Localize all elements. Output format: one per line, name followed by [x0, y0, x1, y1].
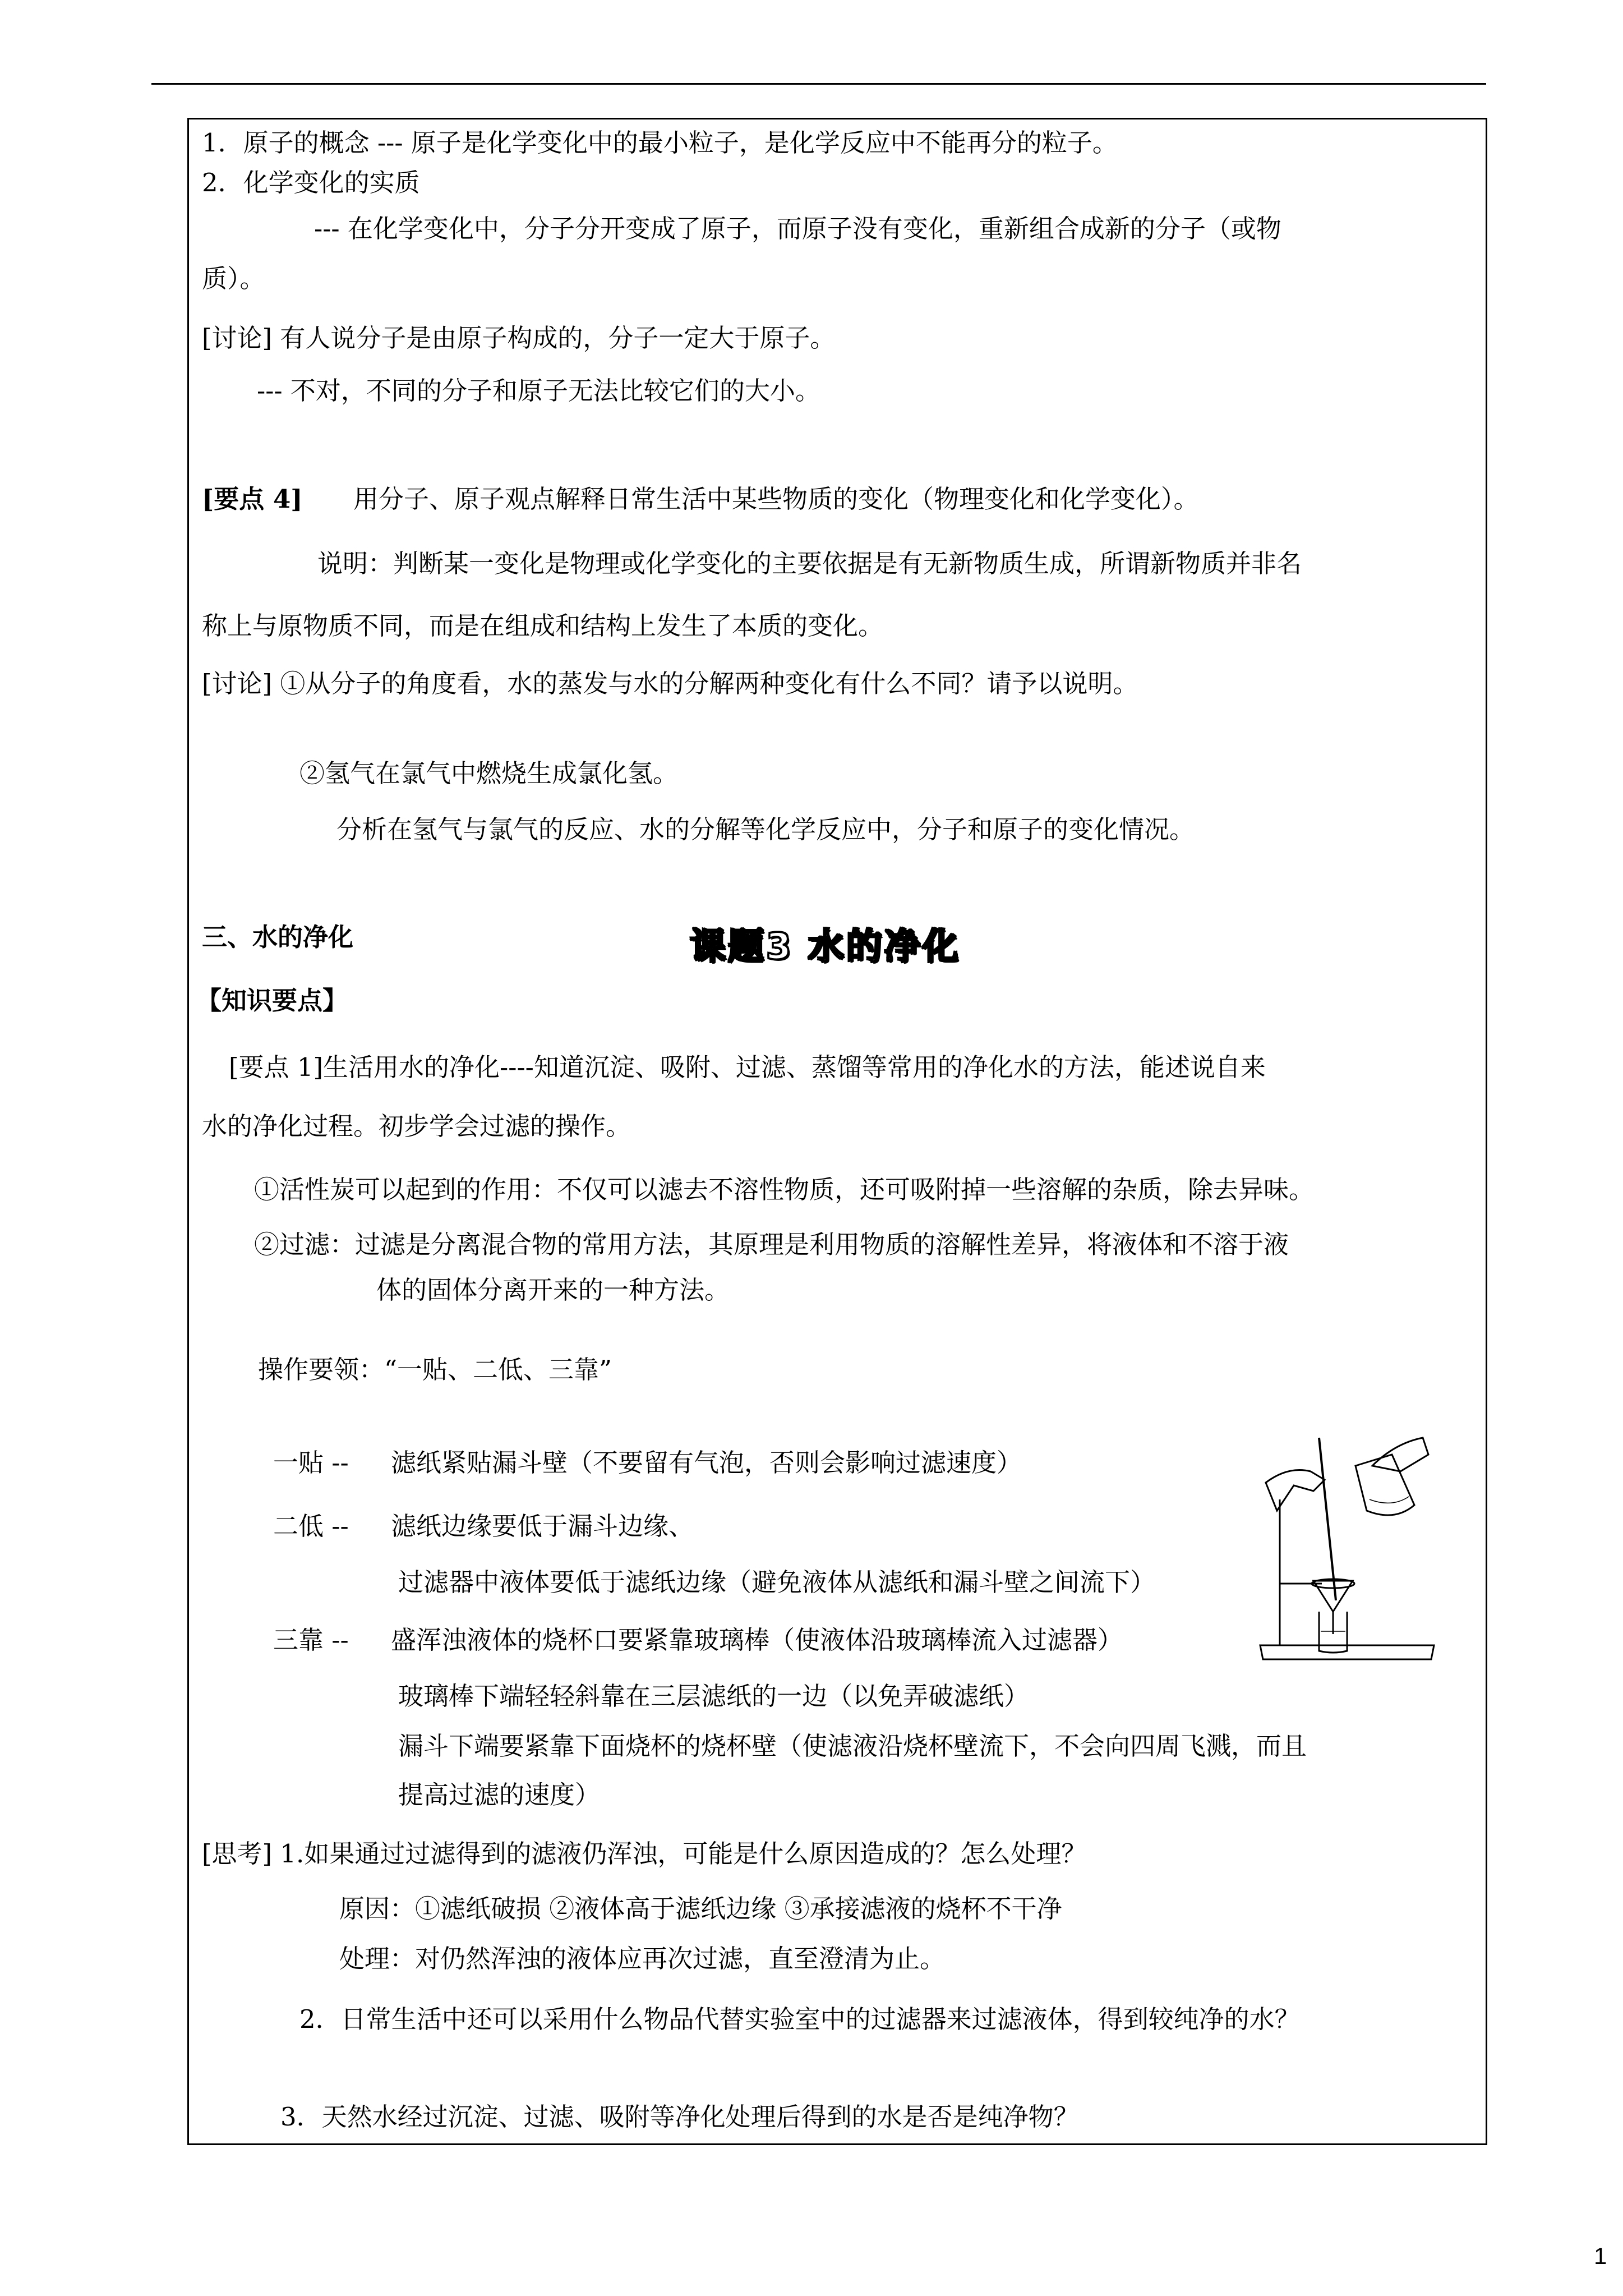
chemical-change-essence-text-cont: 质）。 [202, 264, 265, 293]
three-lean-text-3-cont: 提高过滤的速度） [398, 1780, 601, 1810]
key-point-4-text: 用分子、原子观点解释日常生活中某些物质的变化（物理变化和化学变化）。 [353, 484, 1199, 514]
knowledge-points-heading: 【知识要点】 [196, 986, 348, 1015]
one-stick-label: 一贴 -- [273, 1448, 349, 1478]
pouring-beaker [1355, 1455, 1414, 1515]
right-hand [1372, 1438, 1428, 1471]
left-hand [1266, 1470, 1325, 1511]
key-point-1-cont: 水的净化过程。初步学会过滤的操作。 [202, 1111, 631, 1141]
atom-concept: 1．原子的概念 --- 原子是化学变化中的最小粒子，是化学反应中不能再分的粒子。 [202, 128, 1118, 158]
discussion-2: [讨论] ①从分子的角度看，水的蒸发与水的分解两种变化有什么不同？请予以说明。 [202, 669, 1138, 698]
operation-essentials: 操作要领：“一贴、二低、三靠” [258, 1355, 612, 1384]
section-heading: 三、水的净化 [202, 922, 354, 952]
think-question-1: [思考] 1.如果通过过滤得到的滤液仍浑浊，可能是什么原因造成的？怎么处理？ [202, 1839, 1087, 1869]
filtration-apparatus-illustration [1255, 1432, 1440, 1676]
discussion-1-answer: --- 不对，不同的分子和原子无法比较它们的大小。 [257, 376, 820, 406]
three-lean-text-2: 玻璃棒下端轻轻斜靠在三层滤纸的一边（以免弄破滤纸） [398, 1681, 1030, 1711]
three-lean-label: 三靠 -- [273, 1625, 349, 1655]
think-question-3: 3．天然水经过沉淀、过滤、吸附等净化处理后得到的水是否是纯净物？ [280, 2102, 1079, 2132]
two-low-text-2: 过滤器中液体要低于滤纸边缘（避免液体从滤纸和漏斗壁之间流下） [398, 1567, 1156, 1597]
lesson-title: 课题3 水的净化 [690, 926, 961, 968]
header-rule [151, 83, 1486, 85]
funnel [1313, 1581, 1353, 1612]
three-lean-text-3: 漏斗下端要紧靠下面烧杯的烧杯壁（使滤液沿烧杯壁流下，不会向四周飞溅，而且 [398, 1731, 1307, 1761]
one-stick-text: 滤纸紧贴漏斗壁（不要留有气泡，否则会影响过滤速度） [391, 1448, 1022, 1478]
discussion-1: [讨论] 有人说分子是由原子构成的，分子一定大于原子。 [202, 323, 836, 353]
discussion-2-analysis: 分析在氢气与氯气的反应、水的分解等化学反应中，分子和原子的变化情况。 [336, 815, 1195, 844]
explanation-cont: 称上与原物质不同，而是在组成和结构上发生了本质的变化。 [202, 611, 884, 641]
key-point-1: [要点 1]生活用水的净化----知道沉淀、吸附、过滤、蒸馏等常用的净化水的方法，能述说自来 [229, 1052, 1266, 1082]
chemical-change-essence-heading: 2．化学变化的实质 [202, 168, 420, 197]
key-point-4-label: [要点 4] [202, 484, 303, 514]
filtration-definition: ②过滤：过滤是分离混合物的常用方法，其原理是利用物质的溶解性差异，将液体和不溶于液 [254, 1230, 1289, 1259]
glass-rod [1319, 1438, 1336, 1600]
filtration-definition-cont: 体的固体分离开来的一种方法。 [376, 1275, 730, 1305]
explanation: 说明：判断某一变化是物理或化学变化的主要依据是有无新物质生成，所谓新物质并非名 [317, 549, 1302, 578]
think-question-1-causes: 原因：①滤纸破损 ②液体高于滤纸边缘 ③承接滤液的烧杯不干净 [339, 1894, 1062, 1924]
discussion-2-item-2: ②氢气在氯气中燃烧生成氯化氢。 [299, 758, 679, 788]
two-low-text-1: 滤纸边缘要低于漏斗边缘、 [391, 1511, 694, 1541]
page-number: 1 [1594, 2243, 1607, 2269]
think-question-2: 2．日常生活中还可以采用什么物品代替实验室中的过滤器来过滤液体，得到较纯净的水？ [299, 2004, 1300, 2034]
activated-carbon: ①活性炭可以起到的作用：不仅可以滤去不溶性物质，还可吸附掉一些溶解的杂质，除去异味。 [254, 1175, 1315, 1204]
think-question-1-treatment: 处理：对仍然浑浊的液体应再次过滤，直至澄清为止。 [339, 1944, 946, 1973]
two-low-label: 二低 -- [273, 1511, 349, 1541]
chemical-change-essence-text: --- 在化学变化中，分子分开变成了原子，而原子没有变化，重新组合成新的分子（或物 [314, 214, 1281, 243]
three-lean-text-1: 盛浑浊液体的烧杯口要紧靠玻璃棒（使液体沿玻璃棒流入过滤器） [391, 1625, 1123, 1655]
